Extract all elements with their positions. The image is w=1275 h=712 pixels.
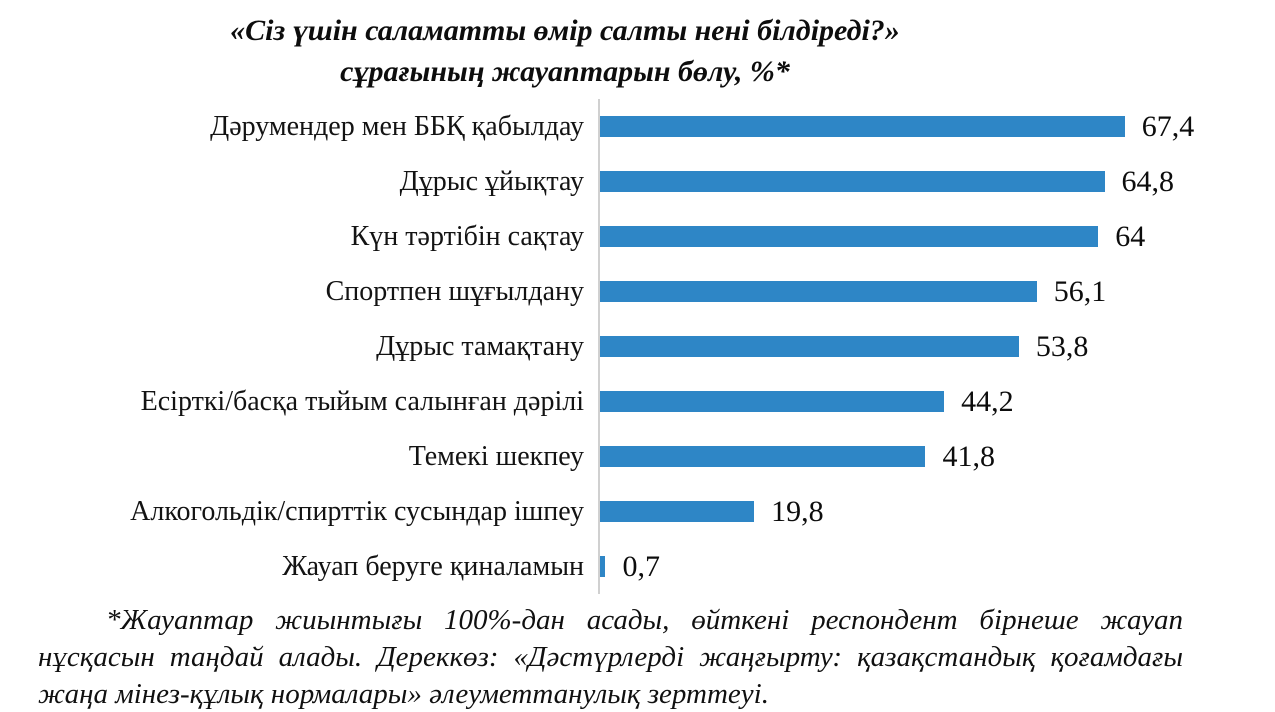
bar-track [598,539,1145,594]
chart-title-line-1: «Сіз үшін саламатты өмір салты нені білдіреді?» [230,14,900,47]
value-label: 53,8 [1035,329,1089,363]
value-label: 19,8 [771,494,824,528]
bar [600,226,1098,247]
bar [600,171,1105,192]
category-label: Күн тәртібін сақтау [350,220,584,252]
category-label: Жауап беруге қиналамын [282,550,584,582]
bar-row [0,374,1275,429]
bar-row [0,484,1275,539]
chart-title-line-2: сұрағының жауаптарын бөлу, %* [340,55,790,88]
value-label: 0,7 [622,549,660,583]
category-label: Есірткі/басқа тыйым салынған дәрілі [140,385,584,417]
bar-rows [0,99,1275,594]
value-label: 44,2 [961,384,1014,418]
category-label: Темекі шекпеу [408,440,584,472]
bar-track [598,209,1145,264]
bar-row [0,429,1275,484]
bar-row [0,154,1275,209]
footnote-text: *Жауаптар жиынтығы 100%-дан асады, өйткені респондент бірнеше жауап нұсқасын таңдай алады. Дереккөз: «Дәстүрлерді жаңғырту: қазақстандық қоғамдағы жаңа мінез-құлық нормалары» әлеуметтанулық зерттеуі. [38,604,1183,710]
bar-track [598,374,1145,429]
value-label: 67,4 [1141,109,1195,143]
bar-track [598,484,1145,539]
category-label: Дұрыс тамақтану [376,330,584,362]
bar [600,501,754,522]
bar-chart-plot-area [0,99,1275,594]
category-label: Дәрумендер мен ББҚ қабылдау [210,110,584,142]
bar-row [0,264,1275,319]
value-label: 64 [1115,219,1146,253]
category-label: Алкогольдік/спирттік сусындар ішпеу [130,495,584,527]
bar-track [598,99,1195,154]
bar [600,391,944,412]
bar-track [598,154,1174,209]
value-label: 56,1 [1053,274,1107,308]
bar-track [598,319,1145,374]
bar-row [0,319,1275,374]
bar [600,446,925,467]
bar [600,556,605,577]
bar [600,281,1037,302]
category-label: Дұрыс ұйықтау [399,165,584,197]
bar-row [0,539,1275,594]
value-label: 64,8 [1121,164,1174,198]
bar-row [0,99,1275,154]
bar [600,336,1019,357]
category-label: Спортпен шұғылдану [325,275,584,307]
bar-row [0,209,1275,264]
bar-track [598,264,1145,319]
bar-track [598,429,1145,484]
value-label: 41,8 [942,439,995,473]
chart-title [0,10,1130,92]
bar [600,116,1125,137]
